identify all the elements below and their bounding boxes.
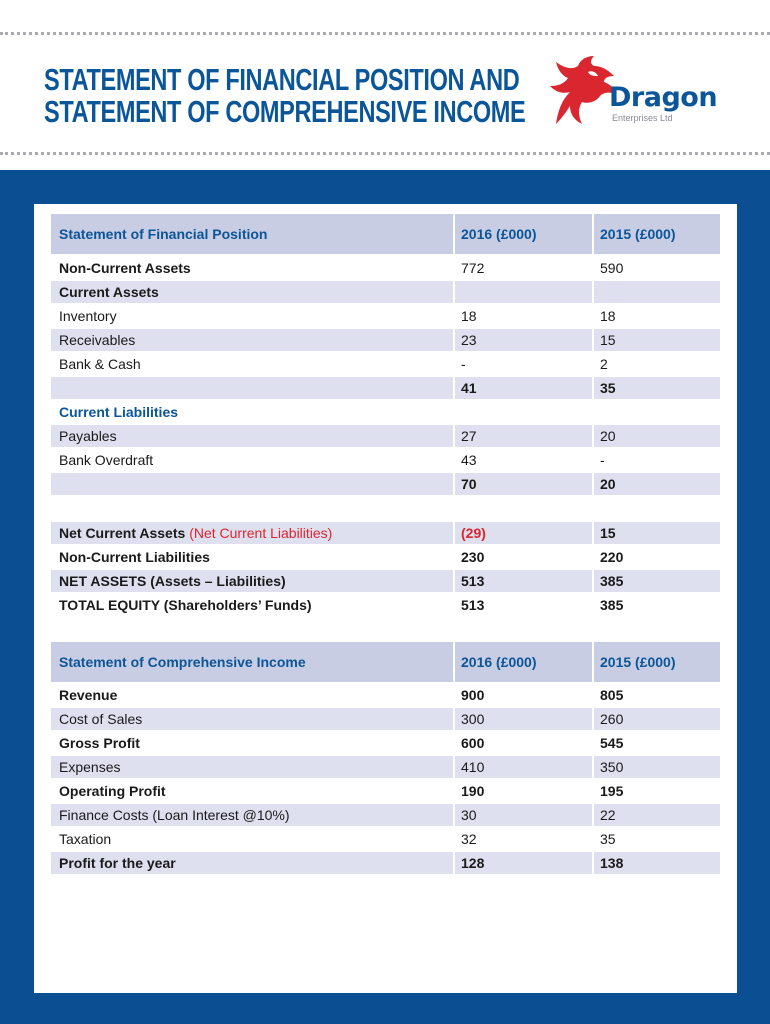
value-2015: 195 <box>600 783 624 799</box>
row-label: Inventory <box>59 308 117 324</box>
row-label: Current Liabilities <box>59 404 179 420</box>
bottom-dotted-divider <box>0 152 770 155</box>
value-2016: 300 <box>455 708 592 730</box>
value-2016: 27 <box>455 425 592 447</box>
table-row <box>51 257 720 279</box>
value-2015: - <box>600 452 605 468</box>
row-label: Gross Profit <box>59 735 140 751</box>
row-label: NET ASSETS (Assets – Liabilities) <box>51 570 453 592</box>
table-row <box>51 305 720 327</box>
row-label <box>51 377 453 399</box>
value-2015: 15 <box>594 522 720 544</box>
row-label: Operating Profit <box>59 783 166 799</box>
value-2016: 18 <box>461 308 477 324</box>
value-2016: 41 <box>455 377 592 399</box>
value-2015: 22 <box>594 804 720 826</box>
dragon-logo <box>548 54 738 130</box>
row-label: Revenue <box>59 687 118 703</box>
header-2016: 2016 (£000) <box>455 214 592 254</box>
value-2015: 20 <box>594 425 720 447</box>
page-title <box>44 64 525 128</box>
value-2016 <box>455 401 592 423</box>
value-2015: 20 <box>594 473 720 495</box>
logo-subtitle: Enterprises Ltd <box>612 113 673 123</box>
table-row <box>51 756 720 778</box>
value-2015: 15 <box>594 329 720 351</box>
row-label: Expenses <box>51 756 453 778</box>
header-2016: 2016 (£000) <box>455 642 592 682</box>
value-2015: 138 <box>594 852 720 874</box>
table-row <box>51 684 720 706</box>
title-line-2: STATEMENT OF COMPREHENSIVE INCOME <box>44 94 526 129</box>
row-label: Profit for the year <box>51 852 453 874</box>
value-2016: (29) <box>455 522 592 544</box>
value-2015: 35 <box>600 831 616 847</box>
header-2015: 2015 (£000) <box>594 214 720 254</box>
value-2016: 772 <box>461 260 485 276</box>
value-2015 <box>594 401 720 423</box>
net-current-assets-row <box>51 522 720 544</box>
net-current-liabilities-label: (Net Current Liabilities) <box>189 525 333 541</box>
table-row <box>51 449 720 471</box>
table-row <box>51 353 720 375</box>
row-label: Cost of Sales <box>51 708 453 730</box>
value-2015: 545 <box>600 735 624 751</box>
row-label: Bank Overdraft <box>59 452 154 468</box>
value-2015: 220 <box>600 549 624 565</box>
row-label: Bank & Cash <box>59 356 141 372</box>
value-2016: 70 <box>455 473 592 495</box>
table-row <box>51 804 720 826</box>
total-equity-row <box>51 594 720 616</box>
table-row <box>51 732 720 754</box>
comprehensive-income-header-row <box>51 642 720 682</box>
value-2016: 190 <box>461 783 485 799</box>
value-2015: 385 <box>600 597 624 613</box>
value-2015: 805 <box>600 687 624 703</box>
row-label <box>51 522 453 544</box>
current-assets-total-row <box>51 377 720 399</box>
net-current-assets-label: Net Current Assets <box>59 525 186 541</box>
row-label: Non-Current Assets <box>59 260 191 276</box>
table-row <box>51 329 720 351</box>
value-2016: 513 <box>455 570 592 592</box>
value-2016: 32 <box>461 831 477 847</box>
financial-position-header-row <box>51 214 720 254</box>
dragon-head-icon <box>548 54 618 130</box>
row-label: Receivables <box>51 329 453 351</box>
title-line-1: STATEMENT OF FINANCIAL POSITION AND <box>44 62 520 97</box>
row-label: Payables <box>51 425 453 447</box>
value-2016: 23 <box>455 329 592 351</box>
row-label <box>51 473 453 495</box>
net-assets-row <box>51 570 720 592</box>
row-label: Finance Costs (Loan Interest @10%) <box>51 804 453 826</box>
value-2015: 590 <box>600 260 624 276</box>
value-2016: 43 <box>461 452 477 468</box>
value-2015: 35 <box>594 377 720 399</box>
value-2016: - <box>461 356 466 372</box>
value-2015 <box>594 281 720 303</box>
row-label: Current Assets <box>51 281 453 303</box>
logo-wordmark: Dragon <box>609 82 718 113</box>
comprehensive-income-header-label: Statement of Comprehensive Income <box>51 642 453 682</box>
value-2016 <box>455 281 592 303</box>
table-row <box>51 546 720 568</box>
value-2016: 513 <box>461 597 485 613</box>
table-row <box>51 281 720 303</box>
header-2015: 2015 (£000) <box>594 642 720 682</box>
value-2015: 2 <box>600 356 608 372</box>
current-liabilities-total-row <box>51 473 720 495</box>
value-2015: 260 <box>594 708 720 730</box>
row-label: Taxation <box>59 831 112 847</box>
value-2015: 350 <box>594 756 720 778</box>
value-2016: 410 <box>455 756 592 778</box>
table-row <box>51 708 720 730</box>
top-dotted-divider <box>0 32 770 35</box>
table-row <box>51 780 720 802</box>
value-2016: 128 <box>455 852 592 874</box>
row-label: TOTAL EQUITY (Shareholders’ Funds) <box>59 597 312 613</box>
financial-position-header-label: Statement of Financial Position <box>51 214 453 254</box>
table-row <box>51 401 720 423</box>
row-label: Non-Current Liabilities <box>59 549 210 565</box>
value-2016: 30 <box>455 804 592 826</box>
value-2015: 385 <box>594 570 720 592</box>
table-row <box>51 425 720 447</box>
value-2015: 18 <box>600 308 616 324</box>
profit-for-year-row <box>51 852 720 874</box>
value-2016: 600 <box>461 735 485 751</box>
value-2016: 230 <box>461 549 485 565</box>
table-row <box>51 828 720 850</box>
value-2016: 900 <box>461 687 485 703</box>
